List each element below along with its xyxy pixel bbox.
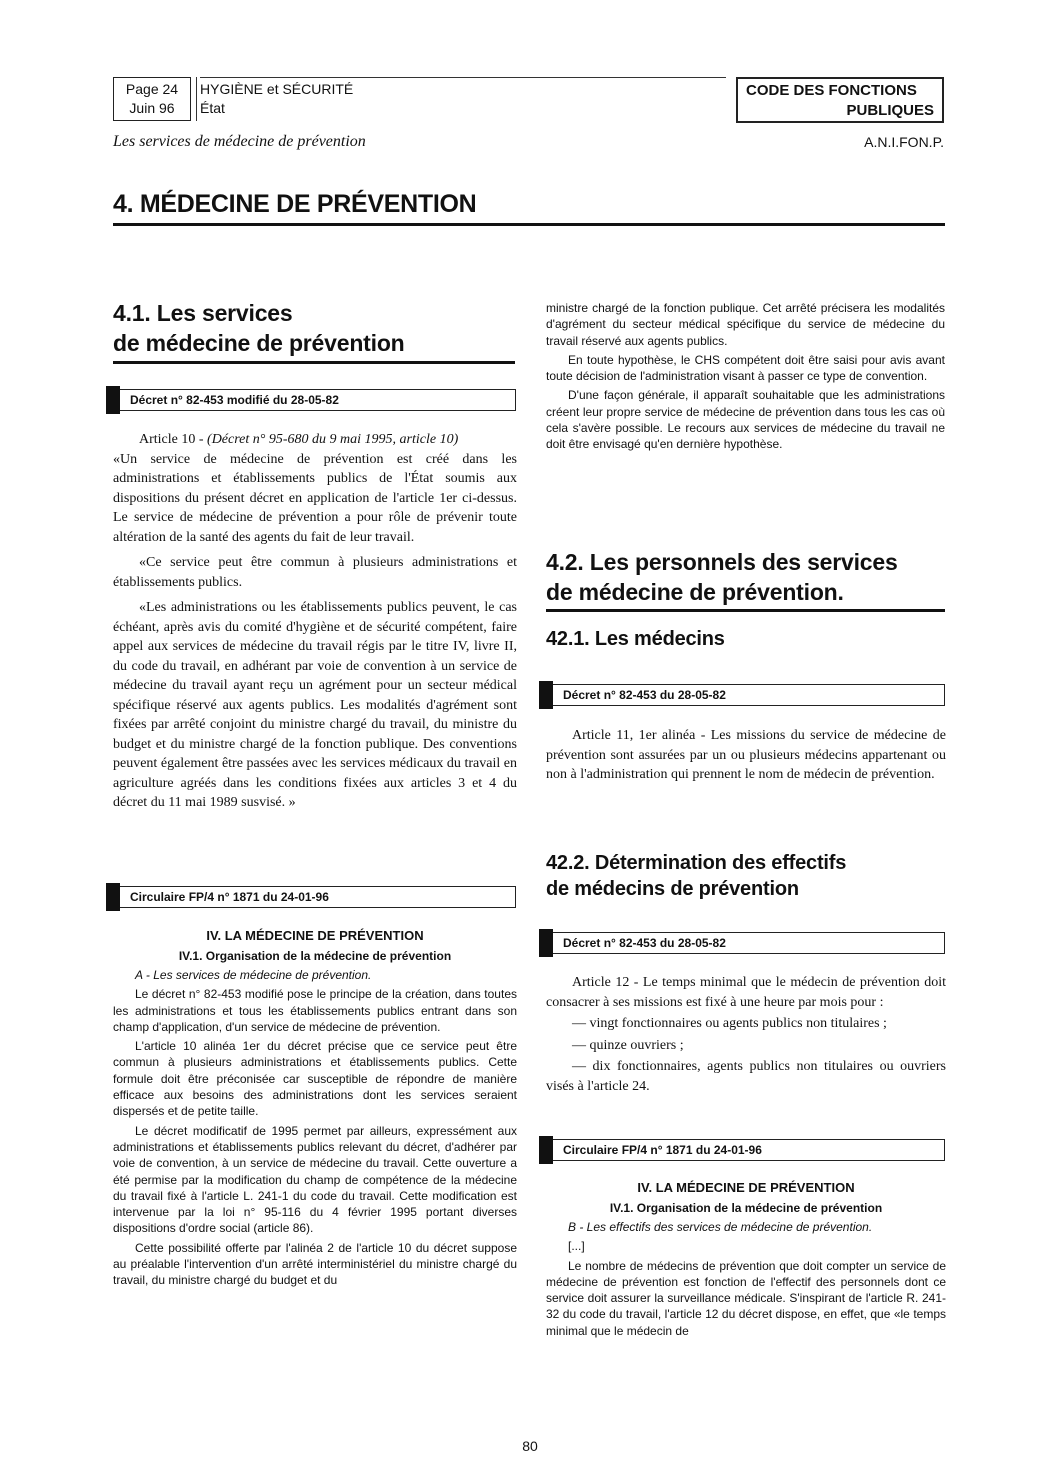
circular-42-label: Circulaire FP/4 n° 1871 du 24-01-96 xyxy=(563,1143,762,1157)
running-title: Les services de médecine de prévention xyxy=(113,133,366,150)
header-subtopic: État xyxy=(200,100,225,116)
circular-42-marker xyxy=(539,1136,553,1164)
right-continuation xyxy=(546,300,945,456)
circular-item: A - Les services de médecine de prévention. xyxy=(135,968,372,982)
article-12-text: - Le temps minimal que le médecin de prévention doit consacrer à ses missions est fixé à une heure par mois pour : xyxy=(546,975,946,1010)
circular-41 xyxy=(113,928,517,1292)
header-divider xyxy=(196,77,197,121)
circular-p3: Le décret modificatif de 1995 permet par ailleurs, expressément aux administrations et établissements publics relevant du décret, d'adhérer par voie de convention, à un service de médecine du travail. Cette ouverture a été permise par la modification du champ de compétence de la médecine du travail fixé à l'article L. 241-1 du code du travail. Cette modification est intervenue par la loi n° 95-116 du 4 février 1995 portant diverses dispositions d'ordre social (article 86). xyxy=(113,1123,517,1236)
page-number: 80 xyxy=(522,1438,538,1454)
circular-42-ellipsis: [...] xyxy=(568,1239,585,1254)
circular-p2: L'article 10 alinéa 1er du décret précise que ce service peut être commun à plusieurs administrations et établissements publics. Cette formule doit être préconisée car susceptible de répondre de manière efficace aux besoins des administrations dont les services seraient dispersés et de petite taille. xyxy=(113,1039,517,1119)
circular-p1: Le décret n° 82-453 modifié pose le principe de la création, dans toutes les administrations et tous les établissements publics entrant dans son champ d'application, d'un service de médecine de prévention. xyxy=(113,987,517,1034)
section-41-title-line1: 4.1. Les services xyxy=(113,300,293,326)
decree-422-label: Décret n° 82-453 du 28-05-82 xyxy=(563,936,726,950)
decree-box-422 xyxy=(539,932,945,954)
article-10 xyxy=(113,430,517,819)
circular-heading: IV. LA MÉDECINE DE PRÉVENTION xyxy=(206,928,424,943)
section-42-title-line2: de médecine de prévention. xyxy=(546,579,844,605)
main-title: 4. MÉDECINE DE PRÉVENTION xyxy=(113,190,477,218)
circular-box-42 xyxy=(539,1139,945,1161)
circular-42-item: B - Les effectifs des services de médecine de prévention. xyxy=(568,1220,873,1234)
sub-421-title: 42.1. Les médecins xyxy=(546,628,725,650)
article-10-lead: Article 10 - xyxy=(139,432,208,447)
section-41-rule xyxy=(113,361,515,364)
header-rule xyxy=(200,77,726,78)
circular-42-p1: Le nombre de médecins de prévention que doit compter un service de médecine de prévention est fonction de l'effectif des personnels dont ce service doit assurer la surveillance médicale. S'inspirant de l'article R. 241-32 du code du travail, l'article 12 du décret dispose, en effet, que «le temps minimal que le médecin de xyxy=(546,1258,946,1338)
circular-p4: Cette possibilité offerte par l'alinéa 2 de l'article 10 du décret suppose au préalable l'intervention d'un arrêté interministériel du ministre chargé du travail, du ministre chargé du budget et du xyxy=(113,1240,517,1288)
circular-42-heading: IV. LA MÉDECINE DE PRÉVENTION xyxy=(637,1180,855,1195)
header-topic-block xyxy=(200,80,353,118)
page-box xyxy=(113,77,191,121)
code-line1: CODE DES FONCTIONS xyxy=(746,82,917,99)
circular-42 xyxy=(546,1180,946,1342)
article-12 xyxy=(546,973,946,1098)
circular-marker xyxy=(106,883,120,911)
continuation-p1: ministre chargé de la fonction publique. Cet arrêté précisera les modalités d'agrément du secteur médical spécifique du service de médecine du travail réservé aux agents publics. xyxy=(546,301,945,348)
decree-421-marker xyxy=(539,681,553,709)
publisher: A.N.I.FON.P. xyxy=(864,134,944,150)
article-12-item1: — vingt fonctionnaires ou agents publics non titulaires ; xyxy=(572,1016,887,1031)
section-42-title-line1: 4.2. Les personnels des services xyxy=(546,549,898,575)
circular-box xyxy=(106,886,516,908)
circular-label: Circulaire FP/4 n° 1871 du 24-01-96 xyxy=(130,890,329,904)
main-title-rule xyxy=(113,223,945,226)
continuation-p3: D'une façon générale, il apparaît souhaitable que les administrations créent leur propre service de médecine de prévention dans tous les cas où cela s'avère possible. Le recours aux services de médecine du travail ne doit être envisagé qu'en dernière hypothèse. xyxy=(546,388,945,452)
circular-subheading: IV.1. Organisation de la médecine de prévention xyxy=(178,949,452,963)
article-11 xyxy=(546,726,946,791)
decree-marker xyxy=(106,386,120,414)
code-line2: PUBLIQUES xyxy=(746,101,942,123)
section-41-title xyxy=(113,298,518,358)
sub-422-title-line1: 42.2. Détermination des effectifs xyxy=(546,852,847,874)
article-10-p2: «Ce service peut être commun à plusieurs administrations et établissements publics. xyxy=(113,555,517,590)
circular-42-subheading: IV.1. Organisation de la médecine de prévention xyxy=(609,1201,883,1215)
sub-422-title-line2: de médecins de prévention xyxy=(546,878,799,900)
decree-label: Décret n° 82-453 modifié du 28-05-82 xyxy=(130,393,339,407)
article-11-text: - Les missions du service de médecine de prévention sont assurées par un ou plusieurs médecins appartenant ou non à l'administration qui prennent le nom de médecin de prévention. xyxy=(546,728,946,782)
continuation-p2: En toute hypothèse, le CHS compétent doit être saisi pour avis avant toute décision de l'administration visant à passer ce type de convention. xyxy=(546,352,945,384)
decree-422-marker xyxy=(539,929,553,957)
section-42-title xyxy=(546,547,946,607)
article-10-ref: (Décret n° 95-680 du 9 mai 1995, article 10) xyxy=(207,432,459,447)
article-12-lead: Article 12 xyxy=(572,975,630,990)
decree-box xyxy=(106,389,516,411)
decree-421-label: Décret n° 82-453 du 28-05-82 xyxy=(563,688,726,702)
sub-422-title xyxy=(546,850,946,902)
page-label: Page 24 xyxy=(125,81,179,97)
article-12-item2: — quinze ouvriers ; xyxy=(572,1037,684,1053)
article-10-p1: «Un service de médecine de prévention est créé dans les administrations et établissements publics de l'État soumis aux dispositions du présent décret en application de l'article 1er ci-dessus. Le service de médecine de prévention a pour rôle de prévenir toute altération de la santé des agents du fait de leur travail. xyxy=(113,451,517,545)
date-label: Juin 96 xyxy=(129,100,175,116)
code-box xyxy=(736,77,944,123)
article-11-lead: Article 11, 1er alinéa xyxy=(572,728,696,743)
section-42-rule xyxy=(546,609,945,612)
article-12-item3: — dix fonctionnaires, agents publics non titulaires ou ouvriers visés à l'article 24. xyxy=(546,1059,946,1094)
article-10-p3: «Les administrations ou les établissements publics peuvent, le cas échéant, après avis du comité d'hygiène et de sécurité compétent, faire appel aux services de médecine du travail régis par le titre IV, livre II, du code du travail, en adhérant par voie de convention à un service de médecine du travail ayant reçu un agrément pour un secteur médical spécifique réservé aux agents publics. Les modalités d'agrément sont fixées par arrêté conjoint du ministre chargé du travail, du ministre du budget et du ministre chargé de la fonction publique. Des conventions peuvent également être passées avec les services médicaux du travail en agriculture agréés dans les conditions fixées aux articles 3 et 4 du décret du 11 mai 1989 susvisé. » xyxy=(113,600,517,810)
header-topic: HYGIÈNE et SÉCURITÉ xyxy=(200,81,354,97)
decree-box-421 xyxy=(539,684,945,706)
section-41-title-line2: de médecine de prévention xyxy=(113,330,405,356)
